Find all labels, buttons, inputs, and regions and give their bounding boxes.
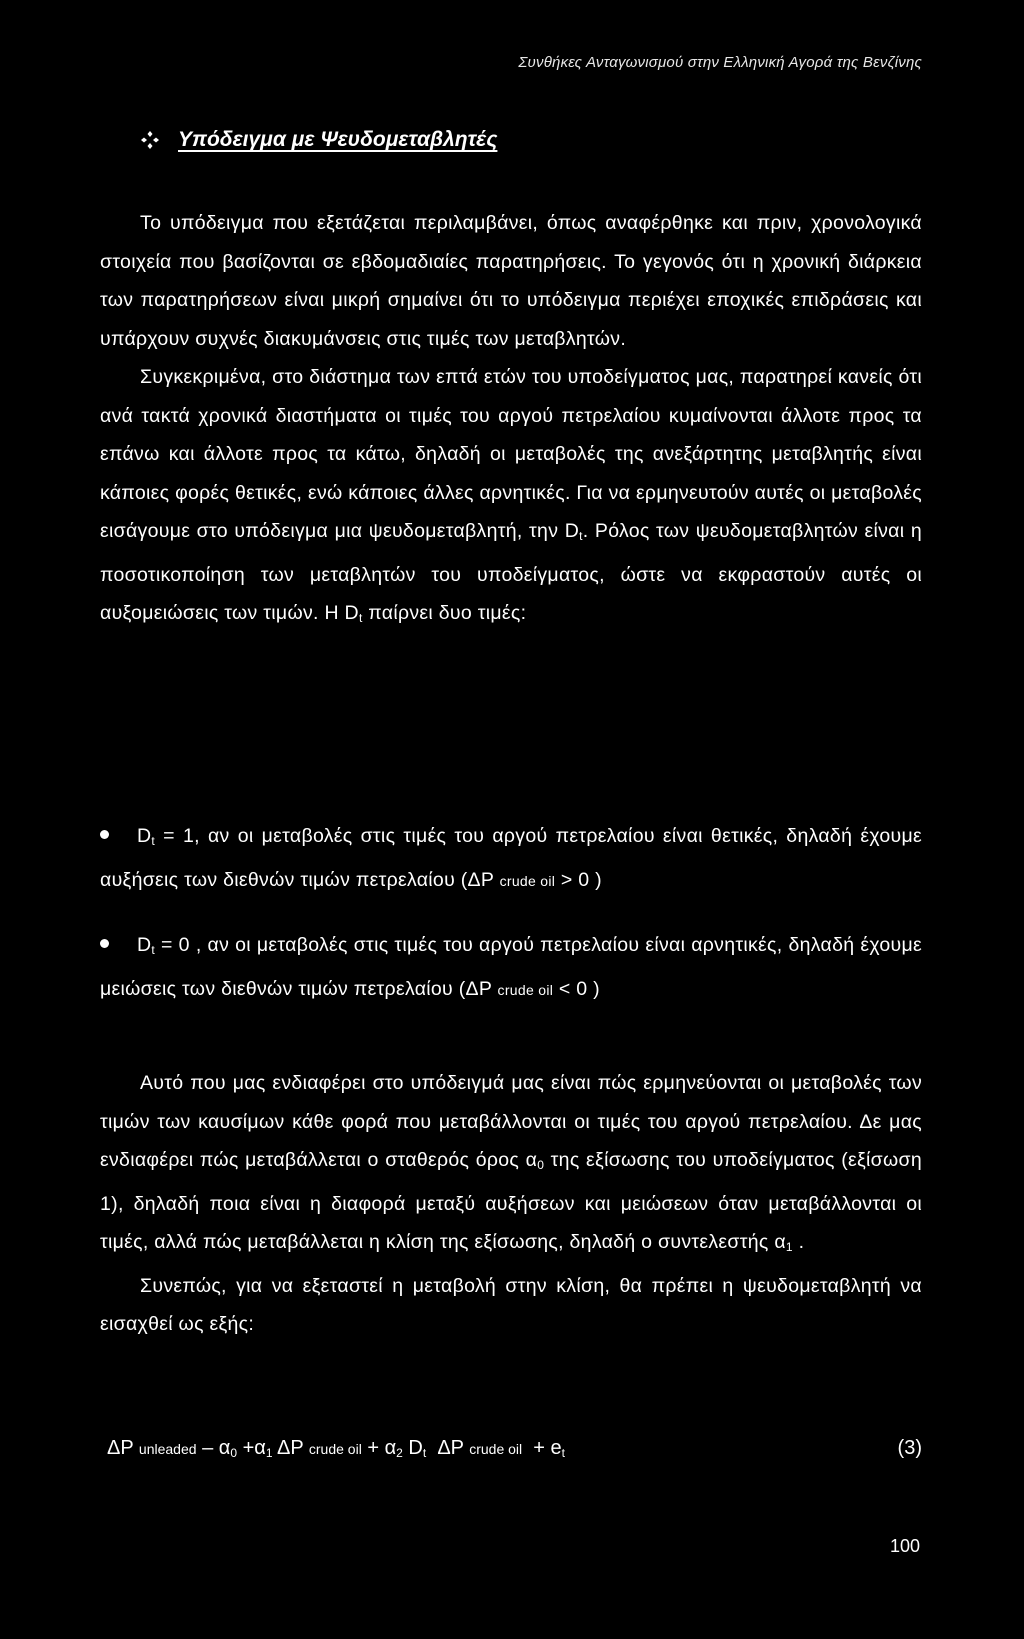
list-item: $D_t = 1$, αν οι μεταβολές στις τιμές του αργού πετρελαίου είναι θετικές, δηλαδή έχουμε αυξήσεις των διεθνών τιμών πετρελαίου (ΔP crude oil > 0 )	[100, 825, 922, 891]
paragraph-intro: Το υπόδειγμα που εξετάζεται περιλαμβάνει, όπως αναφέρθηκε και πριν, χρονολογικά στοιχεία που βασίζονται σε εβδομαδιαίες παρατηρήσεις. Το γεγονός ότι η χρονική διάρκεια των παρατηρήσεων είναι μικρή σημαίνει ότι το υπόδειγμα περιέχει εποχικές επιδράσεις και υπάρχουν συχνές διακυμάνσεις στις τιμές των μεταβλητών.	[100, 212, 922, 350]
paragraph-conclusion: Συνεπώς, για να εξεταστεί η μεταβολή στην κλίση, θα πρέπει η ψευδομεταβλητή να εισαχθεί ως εξής:	[100, 1274, 922, 1335]
equation-3	[107, 1437, 922, 1460]
bullet-dot-icon	[100, 830, 109, 839]
page-number: 100	[889, 1536, 920, 1556]
equation-body: ΔP unleaded – $\alpha_0 +\alpha_1$ ΔP crude oil + $\alpha_2$ $D_t$ ΔP crude oil + $e_t$	[107, 1437, 565, 1460]
paragraph-interest: Αυτό που μας ενδιαφέρει στο υπόδειγμά μας είναι πώς ερμηνεύονται οι μεταβολές των τιμών των καυσίμων κάθε φορά που μεταβάλλονται οι τιμές του αργού πετρελαίου. Δε μας ενδιαφέρει πώς μεταβάλλεται ο σταθερός όρος $\alpha_0$ της εξίσωσης του υποδείγματος (εξίσωση 1), δηλαδή ποια είναι η διαφορά μεταξύ αυξήσεων και μειώσεων όταν μεταβάλλονται οι τιμές, αλλά πώς μεταβάλλεται η κλίση της εξίσωσης, δηλαδή ο συντελεστής $\alpha_1$ .	[100, 1072, 922, 1254]
equation-number: (3)	[897, 1437, 922, 1459]
running-header: Συνθήκες Ανταγωνισμού στην Ελληνική Αγορά της Βενζίνης	[518, 54, 922, 71]
section-heading	[140, 128, 497, 152]
section-heading-text: Υπόδειγμα με Ψευδομεταβλητές	[178, 128, 498, 151]
body-text-block-2	[100, 1064, 922, 1344]
four-diamond-bullet-icon	[140, 130, 160, 150]
bullet-list-block	[100, 817, 922, 1035]
body-text-block	[100, 204, 922, 638]
list-item: $D_t = 0$ , αν οι μεταβολές στις τιμές του αργού πετρελαίου είναι αρνητικές, δηλαδή έχουμε μειώσεις των διεθνών τιμών πετρελαίου (ΔP crude oil < 0 )	[100, 934, 922, 1000]
dummy-values-list	[100, 817, 922, 1009]
bullet-dot-icon	[100, 939, 109, 948]
paragraph-dummy-variable: Συγκεκριμένα, στο διάστημα των επτά ετών του υποδείγματος μας, παρατηρεί κανείς ότι ανά τακτά χρονικά διαστήματα οι τιμές του αργού πετρελαίου κυμαίνονται άλλοτε προς τα επάνω και άλλοτε προς τα κάτω, δηλαδή οι μεταβολές της ανεξάρτητης μεταβλητής είναι κάποιες φορές θετικές, ενώ κάποιες άλλες αρνητικές. Για να ερμηνευτούν αυτές οι μεταβολές εισάγουμε στο υπόδειγμα μια ψευδομεταβλητή, την $D_t$. Ρόλος των ψευδομεταβλητών είναι η ποσοτικοποίηση των μεταβλητών του υποδείγματος, ώστε να εκφραστούν αυτές οι αυξομειώσεις των τιμών. Η $D_t$ παίρνει δυο τιμές:	[100, 366, 922, 625]
